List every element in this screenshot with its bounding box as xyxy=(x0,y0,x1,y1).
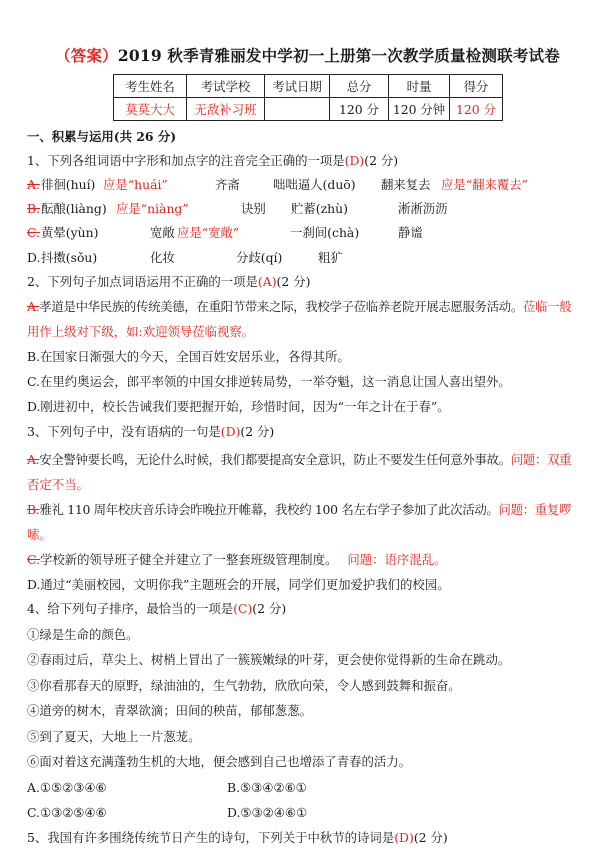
q3-option-a xyxy=(27,451,571,469)
q3-stem-text: 3、下列句子中，没有语病的一句是 xyxy=(27,424,221,439)
q4-option-d: D.⑤③②④⑥① xyxy=(227,805,308,820)
exam-title xyxy=(0,44,615,66)
q1-c-fix1: 应是“宽敞” xyxy=(177,225,240,240)
q1-c-item3: 一刹间(chà) xyxy=(290,225,360,240)
q1-b-item2: 诀别 xyxy=(241,201,266,216)
info-value-row xyxy=(114,98,503,121)
q3-a-note: 问题：双重 xyxy=(510,452,572,467)
q2-option-b: B.在国家日渐强大的今天，全国百姓安居乐业，各得其所。 xyxy=(27,349,350,364)
header-school: 考试学校 xyxy=(187,75,265,98)
q5-score: (2 分) xyxy=(413,830,448,845)
q2-a-note: 莅临一般 xyxy=(522,299,572,314)
header-date: 考试日期 xyxy=(265,75,330,98)
q1-b-fix1: 应是“niàng” xyxy=(116,201,189,216)
q1-c-letter: C. xyxy=(27,225,40,240)
q4-stem xyxy=(27,600,286,618)
q1-a-item2: 齐斋 xyxy=(215,177,240,192)
q4-answer: (C) xyxy=(233,601,253,616)
q4-sentence-1: ①绿是生命的颜色。 xyxy=(27,627,139,642)
q2-answer: (A) xyxy=(257,274,277,289)
q3-answer: (D) xyxy=(220,424,241,439)
q4-sentence-3: ③你看那春天的原野，绿油油的，生气勃勃，欣欣向荣，令人感到鼓舞和振奋。 xyxy=(27,678,461,693)
q1-b-item4: 淅淅沥沥 xyxy=(398,201,448,216)
q3-option-c xyxy=(27,551,446,569)
q4-sentence-2: ②春雨过后，草尖上、树梢上冒出了一簇簇嫩绿的叶芽，更会使你觉得新的生命在跳动。 xyxy=(27,652,511,667)
q1-stem-text: 1、下列各组词语中字形和加点字的注音完全正确的一项是 xyxy=(27,153,345,168)
q2-option-c: C.在里约奥运会，郎平率领的中国女排逆转局势，一举夺魁，这一消息让国人喜出望外。 xyxy=(27,374,511,389)
q3-c-text: 学校新的领导班子健全并建立了一整套班级管理制度。 xyxy=(39,552,338,567)
q1-a-item1: 徘徊(huí) xyxy=(41,177,96,192)
q3-stem xyxy=(27,423,274,441)
q1-a-letter: A. xyxy=(27,177,40,192)
info-header-row xyxy=(114,75,503,98)
q3-b-note-cont: 嗦。 xyxy=(27,527,52,542)
q1-answer: (D) xyxy=(344,153,365,168)
q1-b-letter: B. xyxy=(27,201,41,216)
q4-option-c: C.①③②⑤④⑥ xyxy=(27,805,107,820)
q3-a-text: 安全警钟要长鸣，无论什么时候，我们都要提高安全意识，防止不要发生任何意外事故。 xyxy=(39,452,511,467)
q4-sentence-5: ⑤到了夏天，大地上一片葱茏。 xyxy=(27,729,201,744)
header-total: 总分 xyxy=(330,75,389,98)
q4-score: (2 分) xyxy=(252,601,287,616)
q3-score: (2 分) xyxy=(240,424,275,439)
exam-title-text: 2019 秋季青雅丽发中学初一上册第一次教学质量检测联考试卷 xyxy=(117,46,560,65)
value-school: 无敌补习班 xyxy=(187,98,265,121)
q3-option-b xyxy=(27,501,571,519)
q3-option-d: D.通过“美丽校园，文明你我”主题班会的开展，同学们更加爱护我们的校园。 xyxy=(27,577,450,592)
q1-stem xyxy=(27,152,398,170)
q2-option-d: D.刚进初中，校长告诫我们要把握开始，珍惜时间，因为“一年之计在于春”。 xyxy=(27,399,450,414)
value-time: 120 分钟 xyxy=(389,98,450,121)
q2-stem xyxy=(27,273,310,291)
q4-stem-text: 4、给下列句子排序，最恰当的一项是 xyxy=(27,601,234,616)
q5-stem-text: 5、我国有许多围绕传统节日产生的诗句，下列关于中秋节的诗词是 xyxy=(27,830,395,845)
q3-b-letter: B. xyxy=(27,502,40,517)
header-score: 得分 xyxy=(450,75,503,98)
q1-b-item3: 贮蓄(zhù) xyxy=(291,201,348,216)
q1-score: (2 分) xyxy=(364,153,399,168)
q3-a-letter: A. xyxy=(27,452,40,467)
q1-b-item1: 酝酿(liàng) xyxy=(41,201,107,216)
q4-option-b: B.⑤③④②⑥① xyxy=(227,780,307,795)
q1-c-item1: 黄晕(yùn) xyxy=(41,225,99,240)
q2-a-note-cont: 用作上级对下级，如:欢迎领导莅临视察。 xyxy=(27,324,255,339)
q3-c-letter: C. xyxy=(27,552,40,567)
info-table xyxy=(113,74,503,121)
q1-a-item3: 咄咄逼人(duō) xyxy=(273,177,356,192)
q2-score: (2 分) xyxy=(276,274,311,289)
q1-d-item3: 分歧(qí) xyxy=(236,250,283,265)
q3-b-text: 雅礼 110 周年校庆音乐诗会昨晚拉开帷幕，我校约 100 名左右学子参加了此次活动。 xyxy=(39,502,499,517)
q1-a-fix1: 应是“huái” xyxy=(103,177,168,192)
q1-a-item4: 翻来复去 xyxy=(381,177,431,192)
q3-b-note: 问题：重复啰 xyxy=(498,502,572,517)
q2-stem-text: 2、下列句子加点词语运用不正确的一项是 xyxy=(27,274,258,289)
q3-c-note: 问题：语序混乱。 xyxy=(347,552,447,567)
q1-d-item1: 抖擞(sǒu) xyxy=(41,250,98,265)
q1-a-fix2: 应是“翻来覆去” xyxy=(441,177,529,192)
q4-option-a: A.①⑤②③④⑥ xyxy=(27,780,107,795)
q4-sentence-4: ④道旁的树木，青翠欲滴；田间的秧苗，郁郁葱葱。 xyxy=(27,703,312,718)
q1-c-item4: 静谧 xyxy=(398,225,423,240)
q5-answer: (D) xyxy=(394,830,414,845)
q3-a-note-cont: 否定不当。 xyxy=(27,477,89,492)
q1-c-item2: 宽敞 xyxy=(150,225,175,240)
header-name: 考生姓名 xyxy=(114,75,187,98)
section-heading: 一、积累与运用(共 26 分) xyxy=(27,129,177,144)
q5-stem xyxy=(27,829,448,847)
q1-d-item4: 粗犷 xyxy=(318,250,343,265)
q1-d-letter: D. xyxy=(27,250,41,265)
value-score: 120 分 xyxy=(450,98,503,121)
q2-a-text: 孝道是中华民族的传统美德，在重阳节带来之际，我校学子莅临养老院开展志愿服务活动。 xyxy=(39,299,523,314)
q2-option-a xyxy=(27,298,571,316)
q1-d-item2: 化妆 xyxy=(150,250,175,265)
q4-sentence-6: ⑥面对着这充满蓬勃生机的大地，便会感到自己也增添了青春的活力。 xyxy=(27,754,412,769)
q2-a-letter: A. xyxy=(27,299,40,314)
value-total: 120 分 xyxy=(330,98,389,121)
answer-tag: （答案） xyxy=(55,46,118,65)
value-name: 莫莫大大 xyxy=(114,98,187,121)
value-date xyxy=(265,98,330,121)
header-time: 时量 xyxy=(389,75,450,98)
